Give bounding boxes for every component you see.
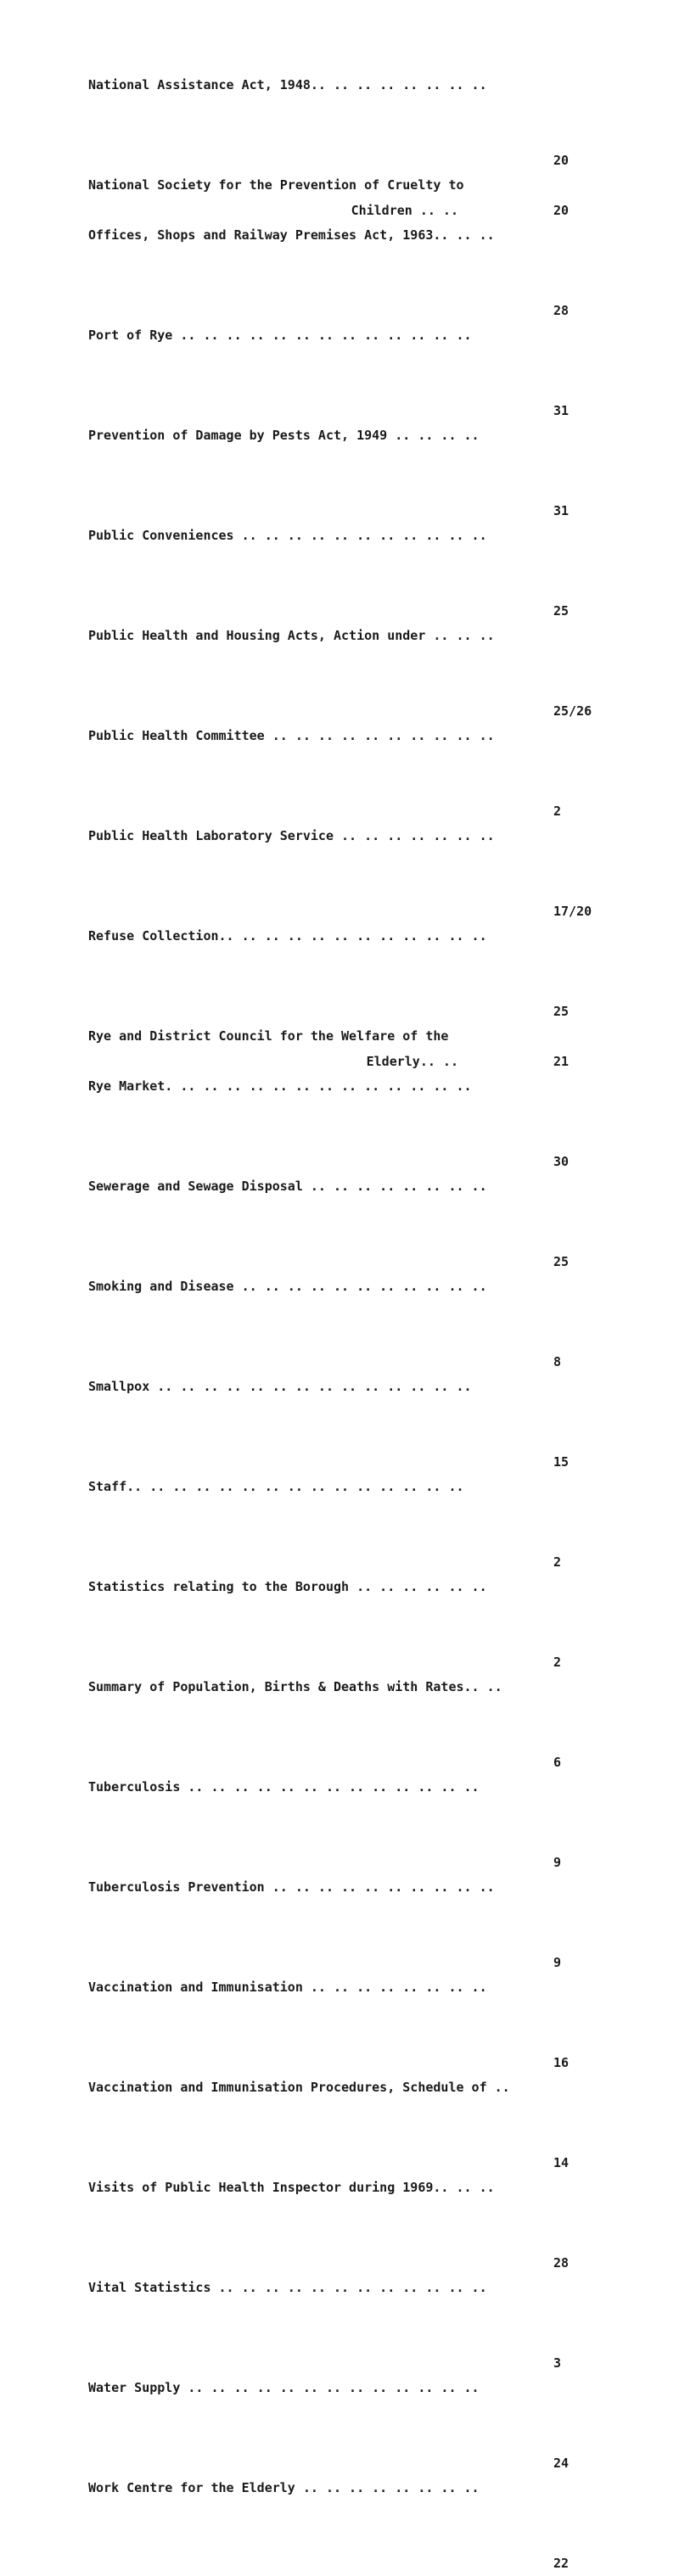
entry-title-continuation: Elderly.. .. [88,1050,458,1075]
index-entry [88,173,674,223]
entry-title: Rye and District Council for the Welfare of the [88,1024,448,1050]
index-entry [88,73,674,173]
index-entry [88,2376,674,2476]
index-entry [88,1174,674,1274]
entry-page: 20 [553,199,569,224]
entry-title: Visits of Public Health Inspector during 1969.. .. .. [88,2176,495,2201]
index-entry [88,1975,674,2075]
entry-title: Water Supply .. .. .. .. .. .. .. .. .. .. .. .. .. [88,2376,480,2401]
entry-page: 9 [553,1851,561,1876]
index-entry [88,1274,674,1375]
entry-title: Sewerage and Sewage Disposal .. .. .. .. .. .. .. .. [88,1174,487,1200]
entry-title: Vaccination and Immunisation Procedures, Schedule of .. [88,2075,510,2101]
entry-title: Summary of Population, Births & Deaths with Rates.. .. [88,1675,502,1700]
entry-page: 25/26 [553,699,592,725]
index-entry [88,624,674,724]
index-entry [88,924,674,1024]
index-entry [88,1875,674,1975]
entry-page: 17/20 [553,899,592,925]
entry-title: National Assistance Act, 1948.. .. .. .. .. .. .. .. [88,73,487,98]
entry-page: 3 [553,2351,561,2377]
entry-title: Smallpox .. .. .. .. .. .. .. .. .. .. .. .. .. .. [88,1375,472,1400]
index-entry [88,1475,674,1575]
entry-title: Vaccination and Immunisation .. .. .. .. .. .. .. .. [88,1975,487,2001]
entry-page: 14 [553,2151,569,2176]
index-entry [88,423,674,524]
entry-page: 2 [553,1550,561,1576]
entry-page: 2 [553,799,561,825]
entry-page: 24 [553,2451,569,2477]
index-entry [88,1675,674,1775]
entry-page: 25 [553,599,569,624]
entry-title: Prevention of Damage by Pests Act, 1949 .. .. .. .. [88,423,480,449]
index-entry [88,1024,674,1074]
index-entry [88,2476,674,2576]
entry-page: 28 [553,2251,569,2276]
index-entry [88,1074,674,1174]
entry-title: Public Conveniences .. .. .. .. .. .. .. .. .. .. .. [88,524,487,549]
index-entry [88,824,674,924]
entry-title: Vital Statistics .. .. .. .. .. .. .. .. .. .. .. .. [88,2276,487,2301]
entry-title: Public Health Laboratory Service .. .. .. .. .. .. .. [88,824,495,849]
entry-page: 8 [553,1350,561,1375]
entry-page: 28 [553,299,569,324]
entry-title-continuation: Children .. .. [88,199,458,224]
index-entry [88,1375,674,1475]
entry-page: 21 [553,1050,569,1075]
entry-title: Public Health and Housing Acts, Action under .. .. .. [88,624,495,649]
index-entry [88,2075,674,2176]
entry-title: Rye Market. .. .. .. .. .. .. .. .. .. .. .. .. .. [88,1074,472,1100]
index-entry [88,1775,674,1875]
entry-title: Statistics relating to the Borough .. .. .. .. .. .. [88,1575,487,1600]
index-entry [88,2176,674,2276]
entry-title: Port of Rye .. .. .. .. .. .. .. .. .. .. .. .. .. [88,323,472,349]
entry-title: National Society for the Prevention of Cruelty to [88,173,464,199]
entry-page: 16 [553,2051,569,2076]
entry-title: Work Centre for the Elderly .. .. .. .. .. .. .. .. [88,2476,480,2501]
index-list [88,73,674,2576]
index-entry [88,1575,674,1675]
entry-page: 15 [553,1450,569,1476]
entry-page: 9 [553,1951,561,1976]
entry-title: Refuse Collection.. .. .. .. .. .. .. .. .. .. .. .. [88,924,487,949]
entry-page: 31 [553,499,569,524]
index-entry [88,323,674,423]
entry-title: Public Health Committee .. .. .. .. .. .. .. .. .. .. [88,724,495,749]
index-entry [88,2276,674,2376]
index-entry [88,724,674,824]
entry-title: Tuberculosis .. .. .. .. .. .. .. .. .. .. .. .. .. [88,1775,480,1800]
entry-page: 25 [553,1250,569,1275]
entry-page: 2 [553,1650,561,1676]
entry-page: 20 [553,148,569,174]
index-entry [88,223,674,323]
index-entry [88,524,674,624]
entry-title: Staff.. .. .. .. .. .. .. .. .. .. .. .. .. .. .. [88,1475,464,1500]
entry-page: 31 [553,399,569,424]
entry-page: 22 [553,2551,569,2576]
entry-title: Offices, Shops and Railway Premises Act, 1963.. .. .. [88,223,495,249]
entry-page: 6 [553,1750,561,1776]
entry-page: 30 [553,1150,569,1175]
entry-title: Tuberculosis Prevention .. .. .. .. .. .. .. .. .. .. [88,1875,495,1901]
entry-page: 25 [553,1000,569,1025]
entry-title: Smoking and Disease .. .. .. .. .. .. .. .. .. .. .. [88,1274,487,1300]
